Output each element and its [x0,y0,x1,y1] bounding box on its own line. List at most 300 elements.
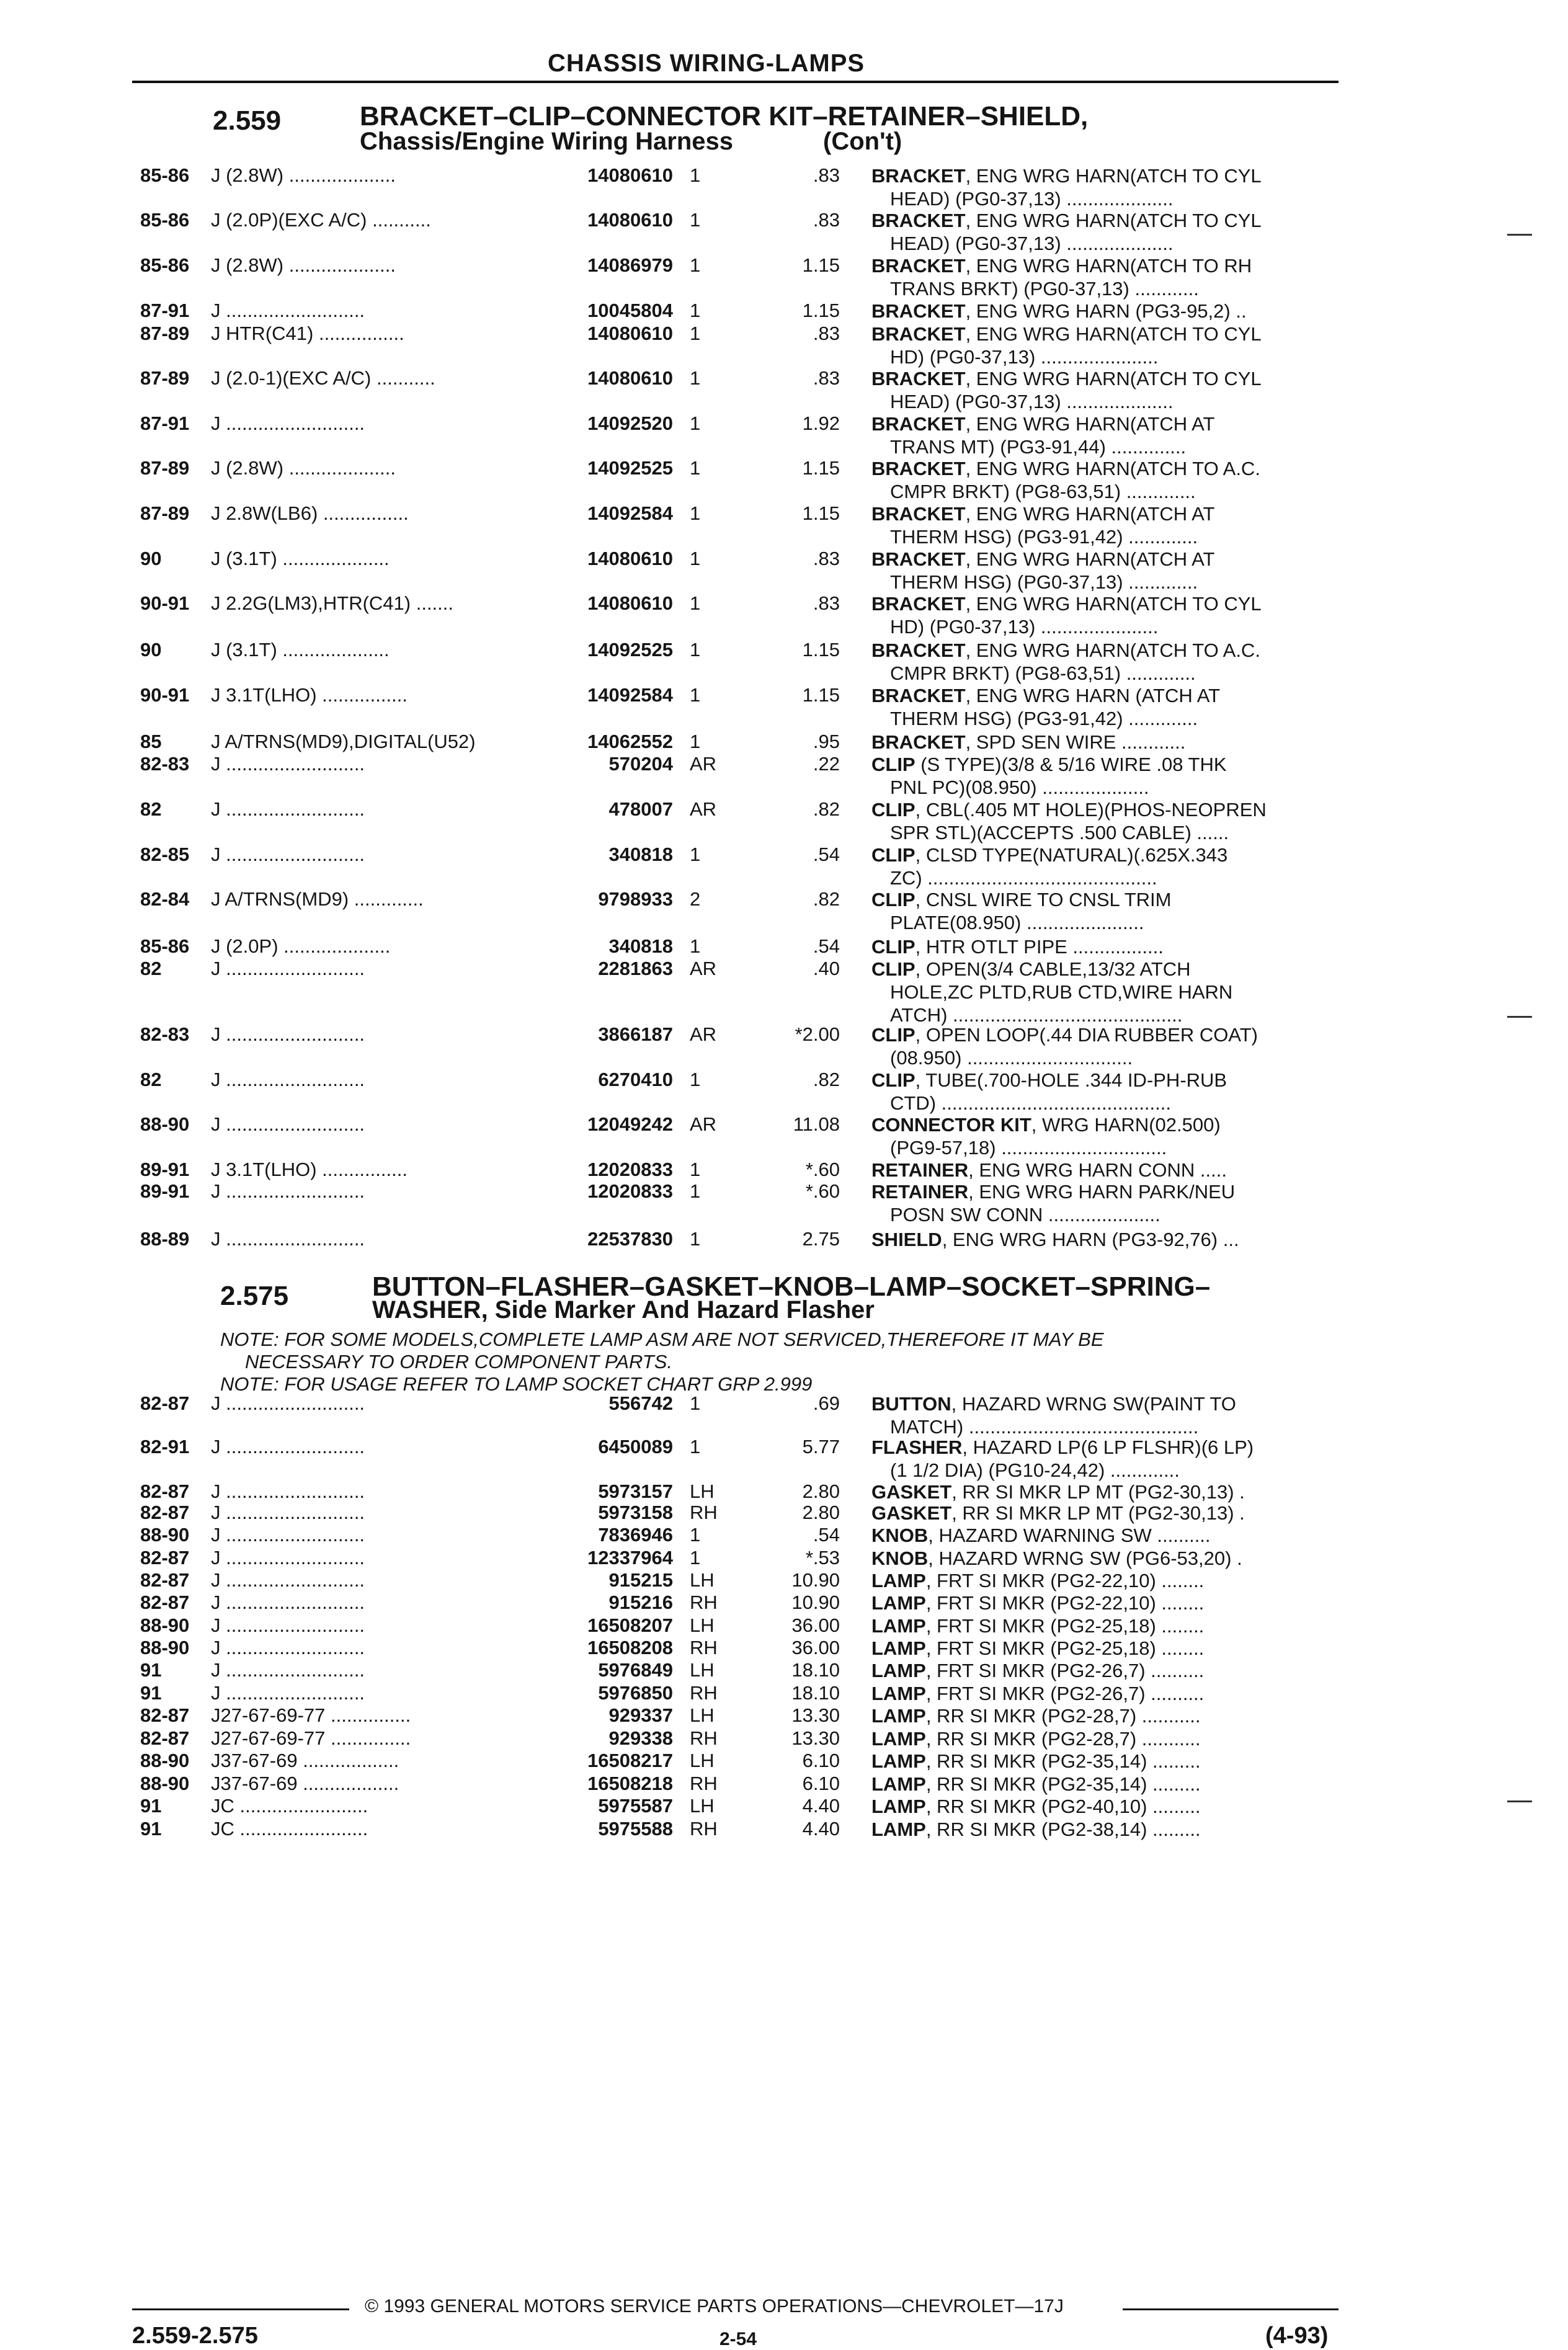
price: 2.75 [802,1228,840,1250]
quantity: 1 [690,300,701,321]
quantity: AR [690,753,717,775]
description-line-2: CMPR BRKT) (PG8-63,51) ............. [890,481,1196,502]
description-line-1: , FRT SI MKR (PG2-26,7) .......... [925,1660,1205,1681]
margin-mark [1507,1016,1532,1018]
table-row [0,502,1568,546]
description-line-1: , ENG WRG HARN(ATCH AT [965,413,1215,435]
model-code: J (2.8W) .................... [211,254,396,276]
part-number: 9798933 [598,888,673,910]
year-range: 82-84 [140,888,190,910]
description-line-1: , HAZARD LP(6 LP FLSHR)(6 LP) [962,1436,1254,1458]
quantity: LH [690,1614,715,1636]
quantity: AR [690,1023,717,1045]
price: 1.15 [802,300,840,321]
quantity: LH [690,1704,715,1726]
model-code: J .......................... [211,1436,365,1458]
part-number: 14080610 [587,164,673,186]
year-range: 82-83 [140,1023,190,1045]
part-description [871,1704,1330,1727]
quantity: 1 [690,412,701,434]
price: 18.10 [791,1659,840,1681]
year-range: 87-91 [140,412,190,434]
page-header: CHASSIS WIRING-LAMPS [548,50,865,77]
part-description [871,254,1330,300]
price: 10.90 [791,1591,840,1613]
part-number: 16508218 [587,1773,673,1794]
model-code: J .......................... [211,1180,365,1202]
price: .83 [813,323,840,344]
price: 6.10 [802,1750,840,1771]
price: 1.92 [802,412,840,434]
part-description [871,1547,1330,1570]
part-number: 14080610 [587,592,673,614]
model-code: J27-67-69-77 ............... [211,1704,411,1726]
table-row [0,548,1568,591]
part-number: 340818 [608,935,673,957]
table-row [0,1818,1568,1861]
part-name: BRACKET [871,368,966,389]
part-description [871,1727,1330,1750]
model-code: J HTR(C41) ................ [211,323,404,344]
part-number: 5973157 [598,1480,673,1502]
part-name: LAMP [871,1615,926,1637]
year-range: 90-91 [140,684,190,706]
model-code: J .......................... [211,1659,365,1681]
year-range: 90-91 [140,592,190,614]
description-line-1: , ENG WRG HARN(ATCH TO RH [965,255,1252,277]
quantity: 1 [690,367,701,389]
note-1: NOTE: FOR SOME MODELS,COMPLETE LAMP ASM ARE NOT SERVICED,THEREFORE IT MAY BE [220,1329,1104,1350]
year-range: 89-91 [140,1180,190,1202]
description-line-1: , OPEN(3/4 CABLE,13/32 ATCH [915,958,1191,980]
part-name: LAMP [871,1570,926,1591]
table-row [0,592,1568,636]
part-name: CLIP [871,799,915,821]
model-code: J .......................... [211,1228,365,1250]
year-range: 91 [140,1818,162,1840]
price: .83 [813,592,840,614]
model-code: J .......................... [211,1547,365,1569]
part-name: FLASHER [871,1436,963,1458]
year-range: 85-86 [140,209,190,231]
description-line-1: , ENG WRG HARN (PG3-92,76) ... [942,1229,1239,1250]
table-row [0,254,1568,298]
part-description [871,300,1330,323]
price: .40 [813,958,840,979]
price: 1.15 [802,457,840,479]
price: .54 [813,935,840,957]
description-line-2: MATCH) ........................................... [890,1416,1199,1438]
table-row [0,639,1568,682]
part-name: CLIP [871,936,915,958]
price: 13.30 [791,1727,840,1749]
footer-page-number: 2-54 [719,2329,757,2349]
part-description [871,1392,1330,1438]
model-code: J .......................... [211,1502,365,1523]
part-description [871,843,1330,889]
model-code: J27-67-69-77 ............... [211,1727,411,1749]
part-number: 16508208 [587,1637,673,1658]
year-range: 88-90 [140,1524,190,1546]
year-range: 88-89 [140,1228,190,1250]
quantity: LH [690,1750,715,1771]
section-number: 2.559 [213,105,282,136]
quantity: 1 [690,1547,701,1569]
quantity: 1 [690,1524,701,1546]
price: .69 [813,1392,840,1414]
part-description [871,1502,1330,1524]
price: .54 [813,1524,840,1546]
part-number: 14086979 [587,254,673,276]
year-range: 82-87 [140,1569,190,1591]
description-line-2: POSN SW CONN ..................... [890,1204,1160,1226]
part-description [871,209,1330,255]
part-description [871,935,1330,958]
price: *.60 [805,1159,840,1180]
description-line-1: , CLSD TYPE(NATURAL)(.625X.343 [915,844,1228,866]
part-number: 6270410 [598,1069,673,1090]
part-description [871,1773,1330,1796]
part-number: 340818 [608,843,673,865]
price: 2.80 [802,1480,840,1502]
part-name: SHIELD [871,1229,942,1250]
quantity: 1 [690,1392,701,1414]
description-line-1: , ENG WRG HARN CONN ..... [968,1159,1227,1181]
part-description [871,684,1330,730]
description-line-1: , ENG WRG HARN(ATCH TO CYL [965,165,1262,187]
table-row [0,1392,1568,1436]
model-code: J (3.1T) .................... [211,548,390,569]
description-line-1: , RR SI MKR (PG2-40,10) ......... [925,1796,1201,1817]
description-line-1: , HAZARD WRNG SW(PAINT TO [951,1393,1236,1415]
part-number: 929337 [608,1704,673,1726]
part-name: BRACKET [871,593,966,615]
description-line-2: TRANS MT) (PG3-91,44) .............. [890,436,1187,458]
quantity: 1 [690,843,701,865]
section2-subtitle: Side Marker And Hazard Flasher [488,1296,875,1324]
model-code: J .......................... [211,1591,365,1613]
part-name: LAMP [871,1796,926,1817]
model-code: J .......................... [211,843,365,865]
part-number: 2281863 [598,958,673,979]
part-name: CLIP [871,844,915,866]
price: 6.10 [802,1773,840,1794]
description-line-1: , FRT SI MKR (PG2-22,10) ........ [925,1570,1205,1591]
description-line-2: THERM HSG) (PG3-91,42) ............. [890,526,1198,548]
part-name: KNOB [871,1547,929,1569]
part-description [871,1659,1330,1682]
part-name: LAMP [871,1637,926,1659]
price: 1.15 [802,684,840,706]
part-number: 14062552 [587,731,673,752]
part-description [871,1023,1330,1069]
year-range: 82-87 [140,1480,190,1502]
part-name: BRACKET [871,323,966,345]
model-code: J .......................... [211,1524,365,1546]
part-number: 12049242 [587,1113,673,1135]
price: 11.08 [793,1113,840,1135]
footer-rule-left [132,2308,349,2310]
description-line-1: , ENG WRG HARN PARK/NEU [968,1181,1236,1203]
price: 36.00 [791,1637,840,1658]
year-range: 88-90 [140,1113,190,1135]
year-range: 85-86 [140,164,190,186]
part-name: LAMP [871,1818,926,1840]
table-row [0,1023,1568,1067]
header-rule [132,81,1339,83]
description-line-2: (PG9-57,18) ............................... [890,1137,1167,1159]
description-line-2: TRANS BRKT) (PG0-37,13) ............ [890,278,1199,300]
description-line-3: ATCH) ........................................... [890,1004,1183,1026]
description-line-2: PLATE(08.950) ...................... [890,912,1144,933]
part-description [871,457,1330,503]
description-line-1: , ENG WRG HARN(ATCH TO CYL [965,323,1262,345]
model-code: J .......................... [211,1392,365,1414]
year-range: 82 [140,798,162,820]
part-number: 5975588 [598,1818,673,1840]
quantity: AR [690,798,717,820]
part-description [871,1682,1330,1705]
description-line-1: , ENG WRG HARN(ATCH AT [965,503,1215,525]
model-code: J 3.1T(LHO) ................ [211,684,408,706]
model-code: J37-67-69 .................. [211,1750,399,1771]
part-number: 478007 [608,798,673,820]
description-line-1: , RR SI MKR (PG2-38,14) ......... [925,1818,1201,1840]
footer-section-range: 2.559-2.575 [132,2323,258,2349]
price: 1.15 [802,639,840,661]
year-range: 87-89 [140,323,190,344]
table-row [0,1228,1568,1271]
part-number: 14092520 [587,412,673,434]
footer-date: (4-93) [1265,2323,1329,2349]
table-row [0,1180,1568,1224]
quantity: 1 [690,592,701,614]
part-number: 14092525 [587,639,673,661]
part-name: RETAINER [871,1159,969,1181]
part-name: BRACKET [871,165,966,187]
description-line-1: , ENG WRG HARN (ATCH AT [965,685,1221,706]
section2-subtitle-line [372,1296,875,1324]
model-code: J .......................... [211,1682,365,1704]
description-line-1: , HTR OTLT PIPE ................. [915,936,1164,958]
part-number: 14080610 [587,548,673,569]
price: *.60 [805,1180,840,1202]
description-line-1: , FRT SI MKR (PG2-22,10) ........ [925,1592,1205,1614]
year-range: 91 [140,1659,162,1681]
model-code: JC ........................ [211,1818,368,1840]
model-code: J .......................... [211,300,365,321]
part-name: BUTTON [871,1393,951,1415]
part-name: CLIP [871,958,915,980]
year-range: 85-86 [140,935,190,957]
price: 2.80 [802,1502,840,1523]
quantity: 1 [690,1228,701,1250]
part-name: BRACKET [871,210,966,231]
description-line-2: HD) (PG0-37,13) ...................... [890,616,1159,638]
part-number: 14092525 [587,457,673,479]
description-line-2: THERM HSG) (PG0-37,13) ............. [890,571,1198,593]
part-name: CLIP [871,1069,915,1091]
quantity: 1 [690,209,701,231]
table-row [0,1069,1568,1112]
model-code: J (2.0P)(EXC A/C) ........... [211,209,431,231]
table-row [0,798,1568,842]
description-line-1: , ENG WRG HARN(ATCH TO A.C. [965,458,1260,479]
part-name: LAMP [871,1683,926,1704]
quantity: RH [690,1637,718,1658]
year-range: 88-90 [140,1614,190,1636]
quantity: RH [690,1682,718,1704]
table-row [0,164,1568,208]
part-description [871,1524,1330,1547]
year-range: 90 [140,639,162,661]
part-description [871,753,1330,799]
section2-number: 2.575 [220,1281,289,1311]
part-number: 5973158 [598,1502,673,1523]
quantity: 1 [690,164,701,186]
year-range: 82-87 [140,1704,190,1726]
year-range: 82-85 [140,843,190,865]
year-range: 88-90 [140,1773,190,1794]
model-code: J (3.1T) .................... [211,639,390,661]
part-description [871,1180,1330,1226]
part-name: BRACKET [871,685,966,706]
quantity: AR [690,958,717,979]
part-name: CONNECTOR KIT [871,1114,1031,1136]
part-number: 12020833 [587,1159,673,1180]
quantity: 1 [690,254,701,276]
part-number: 12020833 [587,1180,673,1202]
part-description [871,412,1330,458]
description-line-1: , RR SI MKR LP MT (PG2-30,13) . [951,1502,1245,1524]
part-name: BRACKET [871,413,966,435]
part-name: BRACKET [871,548,966,570]
year-range: 87-89 [140,367,190,389]
part-name: GASKET [871,1502,952,1524]
section-title: BRACKET–CLIP–CONNECTOR KIT–RETAINER–SHIELD, [360,101,1089,131]
part-description [871,367,1330,413]
model-code: J .......................... [211,798,365,820]
model-code: J37-67-69 .................. [211,1773,399,1794]
description-line-1: , FRT SI MKR (PG2-25,18) ........ [925,1637,1205,1659]
section-continued: (Con't) [823,128,902,155]
part-number: 16508207 [587,1614,673,1636]
table-row [0,1113,1568,1157]
part-description [871,1480,1330,1503]
model-code: J .......................... [211,1069,365,1090]
model-code: J (2.8W) .................... [211,457,396,479]
price: *.53 [805,1547,840,1569]
model-code: J .......................... [211,1614,365,1636]
description-line-1: , ENG WRG HARN (PG3-95,2) .. [965,300,1247,322]
part-description [871,1637,1330,1660]
table-row [0,753,1568,796]
part-description [871,639,1330,685]
price: .22 [813,753,840,775]
year-range: 82 [140,958,162,979]
year-range: 82-87 [140,1547,190,1569]
price: .83 [813,548,840,569]
section2-title-cont: WASHER, [372,1296,488,1324]
year-range: 90 [140,548,162,569]
part-number: 14080610 [587,209,673,231]
quantity: 1 [690,639,701,661]
section2-title: BUTTON–FLASHER–GASKET–KNOB–LAMP–SOCKET–SPRING– [372,1271,1211,1302]
model-code: J .......................... [211,958,365,979]
table-row [0,323,1568,366]
year-range: 91 [140,1795,162,1817]
quantity: RH [690,1591,718,1613]
part-description [871,958,1330,1026]
note-2: NOTE: FOR USAGE REFER TO LAMP SOCKET CHART GRP 2.999 [220,1373,813,1395]
quantity: 1 [690,731,701,752]
model-code: J .......................... [211,412,365,434]
table-row [0,209,1568,252]
part-name: LAMP [871,1660,926,1681]
part-description [871,502,1330,548]
part-name: BRACKET [871,731,966,753]
part-name: BRACKET [871,639,966,661]
year-range: 85 [140,731,162,752]
part-number: 929338 [608,1727,673,1749]
footer-rule-right [1123,2308,1339,2310]
part-description [871,1818,1330,1841]
price: 5.77 [802,1436,840,1458]
price: *2.00 [795,1023,840,1045]
quantity: 1 [690,457,701,479]
part-name: CLIP [871,889,915,910]
part-description [871,1436,1330,1482]
table-row [0,958,1568,1026]
price: .83 [813,209,840,231]
part-number: 5975587 [598,1795,673,1817]
part-name: LAMP [871,1773,926,1795]
year-range: 89-91 [140,1159,190,1180]
price: .82 [813,1069,840,1090]
part-number: 915216 [608,1591,673,1613]
part-name: KNOB [871,1524,929,1546]
price: 1.15 [802,502,840,524]
part-name: RETAINER [871,1181,969,1203]
quantity: 1 [690,1180,701,1202]
description-line-2: CTD) ........................................... [890,1092,1171,1114]
description-line-1: , WRG HARN(02.500) [1031,1114,1221,1136]
price: .82 [813,798,840,820]
quantity: 1 [690,935,701,957]
description-line-1: , CNSL WIRE TO CNSL TRIM [915,889,1172,910]
part-name: BRACKET [871,503,966,525]
part-description [871,592,1330,638]
description-line-1: , RR SI MKR (PG2-35,14) ......... [925,1773,1201,1795]
part-number: 14080610 [587,367,673,389]
description-line-1: , RR SI MKR (PG2-28,7) ........... [925,1728,1201,1750]
part-number: 7836946 [598,1524,673,1546]
quantity: RH [690,1502,718,1523]
description-line-2: HEAD) (PG0-37,13) .................... [890,391,1174,412]
description-line-2: (1 1/2 DIA) (PG10-24,42) ............. [890,1459,1180,1481]
part-number: 10045804 [587,300,673,321]
margin-mark [1507,1800,1532,1802]
description-line-1: , FRT SI MKR (PG2-26,7) .......... [925,1683,1205,1704]
table-row [0,888,1568,932]
model-code: J A/TRNS(MD9),DIGITAL(U52) [211,731,476,752]
part-name: LAMP [871,1728,926,1750]
description-line-2: HOLE,ZC PLTD,RUB CTD,WIRE HARN [890,981,1233,1003]
description-line-1: , RR SI MKR (PG2-28,7) ........... [925,1705,1201,1727]
part-number: 5976850 [598,1682,673,1704]
price: .83 [813,164,840,186]
part-name: BRACKET [871,458,966,479]
